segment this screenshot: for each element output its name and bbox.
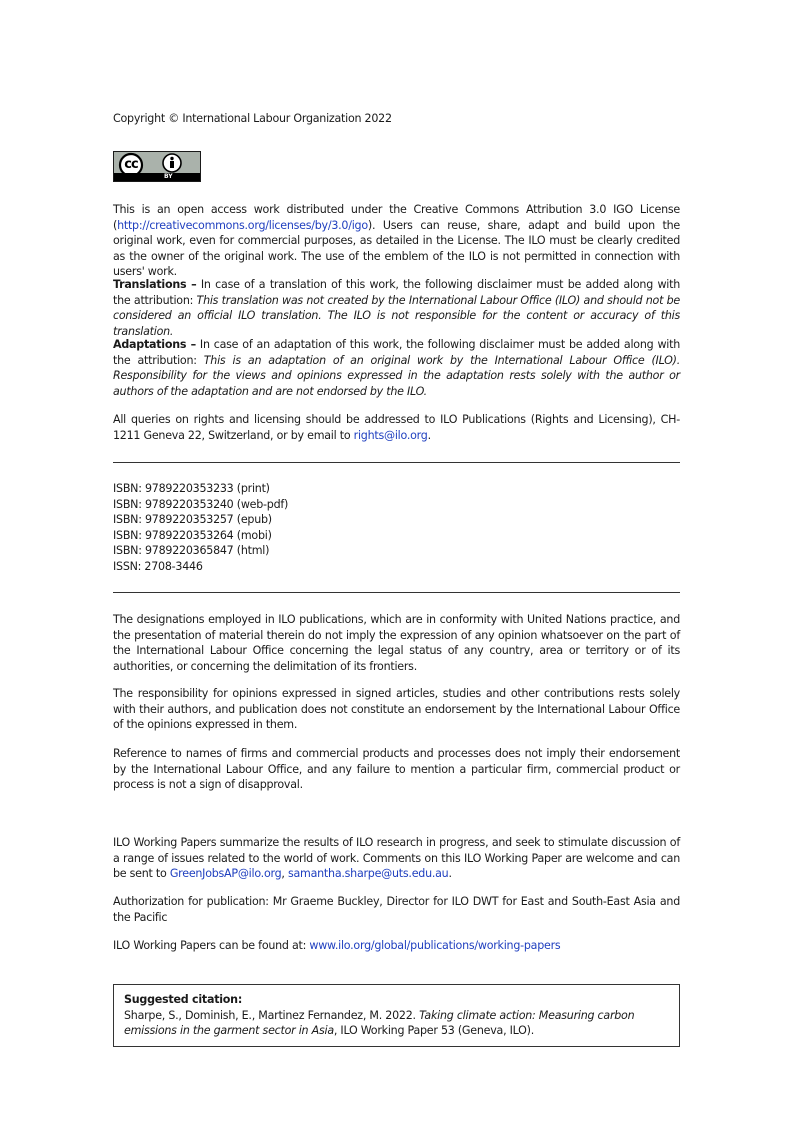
queries-end: .: [427, 428, 431, 442]
cc-logo-text: cc: [124, 157, 138, 172]
sharpe-email-link[interactable]: samantha.sharpe@uts.edu.au: [287, 867, 449, 881]
working-papers-paragraph: [113, 835, 680, 882]
translations-paragraph: [113, 277, 680, 339]
issn: ISSN: 2708-3446: [113, 559, 203, 573]
responsibility-paragraph: The responsibility for opinions expressed in signed articles, studies and other contributions rests solely with their authors, and publication does not constitute an endorsement by the International Labour Office of the opinions expressed in them.: [113, 687, 680, 732]
working-papers-text: ILO Working Papers summarize the results of ILO research in progress, and seek to stimulate discussion of a range of issues related to the world of work. Comments on this ILO Working Paper are welcome and can be sent to: [113, 836, 680, 881]
cc-by-license-badge[interactable]: [113, 151, 201, 182]
divider-bottom: [113, 592, 680, 593]
adaptations-text: In case of an adaptation of this work, the following disclaimer must be added along with the attribution:: [113, 338, 680, 367]
isbn-mobi: ISBN: 9789220353264 (mobi): [113, 528, 272, 542]
designations-paragraph: The designations employed in ILO publications, which are in conformity with United Nations practice, and the presentation of material therein do not imply the expression of any opinion whatsoever on the part of the International Labour Office concerning the legal status of any country, area or territory or of its authorities, or concerning the delimitation of its frontiers.: [113, 613, 680, 673]
badge-bar: [114, 173, 200, 181]
authorization-paragraph: Authorization for publication: Mr Graeme Buckley, Director for ILO DWT for East and South-East Asia and the Pacific: [113, 895, 680, 924]
citation-authors: Sharpe, S., Dominish, E., Martinez Fernandez, M. 2022.: [124, 1008, 420, 1022]
isbn-html: ISBN: 9789220365847 (html): [113, 544, 270, 558]
divider-top: [113, 462, 680, 463]
working-papers-end: .: [448, 867, 452, 881]
by-label: BY: [164, 173, 173, 180]
working-papers-link[interactable]: www.ilo.org/global/publications/working-papers: [309, 939, 561, 952]
citation-title: Taking climate action: Measuring carbon emissions in the garment sector in Asia: [124, 1008, 635, 1038]
citation-heading: [124, 992, 669, 1008]
isbn-list: [113, 481, 680, 575]
queries-text: All queries on rights and licensing should be addressed to ILO Publications (Rights and Licensing), CH-1211 Geneva 22, Switzerland, or by email to: [113, 413, 680, 442]
email-separator: ,: [281, 867, 288, 881]
license-link[interactable]: http://creativecommons.org/licenses/by/3.0/igo: [117, 218, 368, 232]
firms-reference-paragraph: Reference to names of firms and commercial products and processes does not imply their endorsement by the International Labour Office, and any failure to mention a particular firm, commercial product or process is not a sign of disapproval.: [113, 747, 680, 792]
suggested-citation-box: [113, 984, 680, 1047]
rights-email-link[interactable]: rights@ilo.org: [353, 428, 428, 442]
citation-text: [124, 1008, 669, 1039]
license-paragraph: [113, 202, 680, 280]
license-text-start: This is an open access work distributed under the Creative Commons Attribution 3.0 IGO License (: [113, 203, 680, 232]
translations-heading: Translations –: [113, 278, 197, 291]
copyright-notice: Copyright © International Labour Organization 2022: [113, 112, 392, 125]
translations-disclaimer: This translation was not created by the International Labour Office (ILO) and should not be considered an official ILO translation. The ILO is not responsible for the content or accuracy of this translation.: [113, 293, 680, 338]
translations-text: In case of a translation of this work, the following disclaimer must be added along with the attribution:: [113, 278, 681, 307]
isbn-web-pdf: ISBN: 9789220353240 (web-pdf): [113, 497, 289, 511]
isbn-epub: ISBN: 9789220353257 (epub): [113, 513, 272, 527]
working-papers-location: [113, 938, 680, 954]
adaptations-disclaimer: This is an adaptation of an original work by the International Labour Office (ILO). Responsibility for the views and opinions expressed in the adaptation rests solely with the author or authors of the adaptation and are not endorsed by the ILO.: [113, 353, 680, 398]
adaptations-paragraph: [113, 337, 680, 399]
adaptations-heading: Adaptations –: [113, 338, 196, 351]
found-at-text: ILO Working Papers can be found at:: [113, 939, 310, 952]
citation-heading-text: Suggested citation:: [124, 993, 243, 1006]
queries-paragraph: [113, 412, 680, 443]
license-text-end: ). Users can reuse, share, adapt and build upon the original work, even for commercial purposes, as detailed in the License. The ILO must be clearly credited as the owner of the original work. The use of the emblem of the ILO is not permitted in connection with users' work.: [113, 218, 680, 279]
greenjobs-email-link[interactable]: GreenJobsAP@ilo.org: [169, 867, 282, 881]
citation-rest: , ILO Working Paper 53 (Geneva, ILO).: [333, 1024, 535, 1038]
isbn-print: ISBN: 9789220353233 (print): [113, 482, 270, 495]
